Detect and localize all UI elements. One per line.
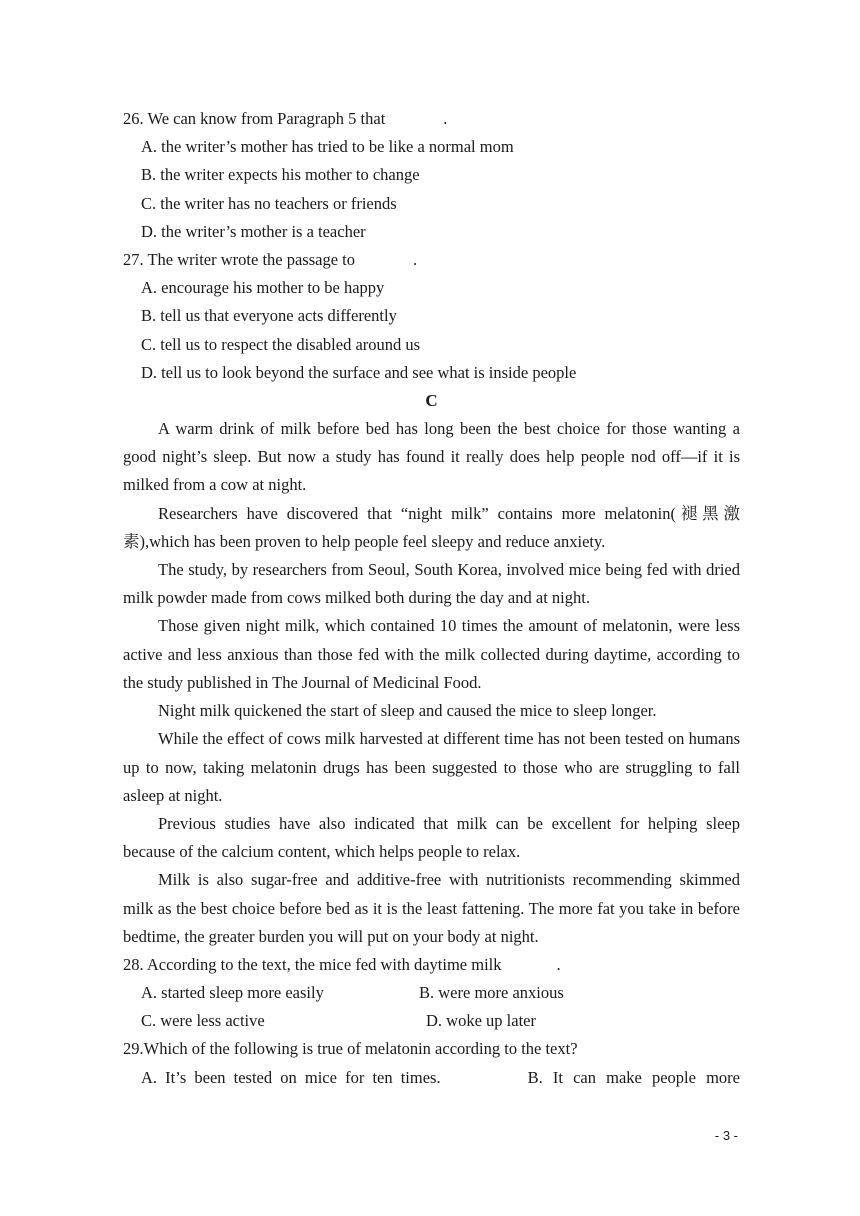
question-26-option-a: A. the writer’s mother has tried to be like a normal mom [141,137,514,157]
passage-paragraph-3: The study, by researchers from Seoul, South Korea, involved mice being fed with dried milk powder made from cows milked both during the day and at night. [123,560,740,608]
question-28-option-d: D. woke up later [426,1011,536,1031]
question-26-option-c: C. the writer has no teachers or friends [141,193,397,213]
passage-paragraph-1: A warm drink of milk before bed has long been the best choice for those wanting a good night’s sleep. But now a study has found it really does help people nod off—if it is milked from a cow at night. [123,419,740,495]
question-26 [123,105,740,133]
question-27-stem: 27. The writer wrote the passage to [123,249,355,269]
question-29-option-a: A. It’s been tested on mice for ten times. [141,1067,441,1087]
question-27 [123,246,740,274]
section-heading: C [425,390,438,410]
passage-paragraph-4: Those given night milk, which contained 10 times the amount of melatonin, were less active and less anxious than those fed with the milk collected during daytime, according to the study published in The Journal of Medicinal Food. [123,616,740,692]
question-28-option-b: B. were more anxious [419,983,564,1003]
question-29-option-b: B. It can make people more [527,1067,740,1087]
question-26-option-d: D. the writer’s mother is a teacher [141,221,366,241]
question-29-options-row [123,1064,740,1092]
question-28-options-row-1 [123,979,740,1007]
question-27-option-c: C. tell us to respect the disabled around us [141,334,421,354]
question-28-options-row-2 [123,1007,740,1035]
passage-paragraph-2: Researchers have discovered that “night milk” contains more melatonin(褪黑激素),which has been proven to help people feel sleepy and reduce anxiety. [123,503,740,551]
passage-paragraph-5: Night milk quickened the start of sleep and caused the mice to sleep longer. [158,701,657,721]
question-26-blank-end: . [443,109,448,128]
passage [123,415,740,951]
page-number: - 3 - [714,1128,738,1143]
passage-paragraph-8: Milk is also sugar-free and additive-free with nutritionists recommending skimmed milk as the best choice before bed as it is the least fattening. The more fat you take in before bedtime, the greater burden you will put on your body at night. [123,870,740,946]
question-28 [123,951,740,979]
question-27-blank-end: . [413,249,418,269]
question-28-blank-end: . [556,954,561,974]
question-27-option-a: A. encourage his mother to be happy [141,278,385,298]
question-28-option-c: C. were less active [141,1011,265,1031]
question-28-stem: 28. According to the text, the mice fed with daytime milk [123,954,502,974]
question-26-stem: 26. We can know from Paragraph 5 that [123,109,386,128]
passage-paragraph-6: While the effect of cows milk harvested at different time has not been tested on humans up to now, taking melatonin drugs has been suggested to those who are struggling to fall asleep at night. [123,729,740,805]
question-27-option-d: D. tell us to look beyond the surface and see what is inside people [141,362,577,382]
question-26-option-b: B. the writer expects his mother to change [141,165,420,185]
question-27-option-b: B. tell us that everyone acts differently [141,306,397,326]
question-28-option-a: A. started sleep more easily [141,983,324,1003]
question-29-stem: 29.Which of the following is true of melatonin according to the text? [123,1039,578,1059]
page-content [123,105,740,1092]
passage-paragraph-7: Previous studies have also indicated that milk can be excellent for helping sleep because of the calcium content, which helps people to relax. [123,813,740,862]
